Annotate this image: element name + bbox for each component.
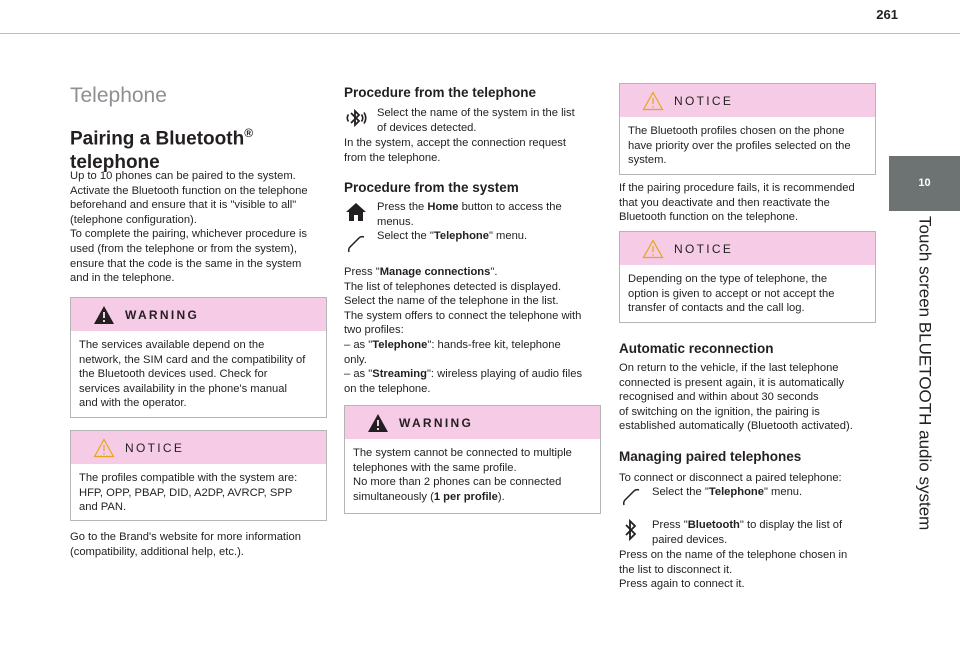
auto-line: connected is present again, it is automatically <box>619 376 845 389</box>
fail-line: that you deactivate and then reactivate the <box>619 196 830 209</box>
top-divider <box>0 33 960 34</box>
warning-line: services availability in the phone's manual <box>79 382 287 395</box>
telephone-handset-icon <box>344 232 368 256</box>
system-line: The list of telephones detected is displayed. <box>344 280 562 293</box>
text-run: Press " <box>652 519 688 531</box>
pairing-fail-text <box>619 181 881 225</box>
pairing-heading-line2: telephone <box>70 152 160 174</box>
chapter-title <box>889 210 960 540</box>
notice-line: transfer of contacts and the call log. <box>628 302 805 315</box>
telephone-profile-label: Telephone <box>372 338 428 351</box>
automatic-reconnection-heading: Automatic reconnection <box>619 341 774 356</box>
home-icon <box>344 200 368 224</box>
notice-line: Depending on the type of telephone, the <box>628 273 828 285</box>
manage-intro: To connect or disconnect a paired telephone: <box>619 472 842 484</box>
notice-line: and PAN. <box>79 501 127 514</box>
notice-line: The profiles compatible with the system are: <box>79 472 298 484</box>
bluetooth-waves-icon <box>344 106 368 130</box>
warning-line: No more than 2 phones can be connected <box>353 476 562 489</box>
footer-line: (compatibility, additional help, etc.). <box>70 545 244 558</box>
intro-line: used (from the telephone or from the system), <box>70 242 297 255</box>
warning-body <box>71 331 326 411</box>
text-run: button to access the <box>458 201 562 213</box>
registered-mark: ® <box>244 126 254 140</box>
page-number: 261 <box>876 7 898 22</box>
home-label: Home <box>427 201 459 213</box>
notice-body <box>620 265 875 316</box>
notice-icon <box>642 239 664 259</box>
system-line: The system offers to connect the telephone with <box>344 309 582 322</box>
notice-title: NOTICE <box>125 440 185 455</box>
auto-text <box>619 361 881 434</box>
telephone-handset-icon <box>619 485 643 509</box>
notice-icon <box>642 91 664 111</box>
profile-streaming-line2: on the telephone. <box>344 382 431 395</box>
text-run: ": hands-free kit, telephone <box>427 338 561 351</box>
footer-line: Go to the Brand's website for more information <box>70 531 301 543</box>
procedure-telephone-heading: Procedure from the telephone <box>344 85 537 100</box>
text-run: " menu. <box>763 486 803 498</box>
notice-line: option is given to accept or not accept the <box>628 287 835 300</box>
select-telephone-line <box>377 229 562 244</box>
intro-line: ensure that the code is the same in the system <box>70 257 302 270</box>
intro-line: Up to 10 phones can be paired to the system. <box>70 170 296 182</box>
notice-box <box>70 430 327 521</box>
intro-line: beforehand and ensure that it is "visible to all" <box>70 199 297 212</box>
home-step-line1 <box>377 200 562 215</box>
manage-connections-label: Manage connections <box>379 266 491 278</box>
text-run: Press " <box>344 266 380 278</box>
manage-line <box>344 265 606 280</box>
profile-telephone-line <box>344 338 606 353</box>
final-line: Press again to connect it. <box>619 578 745 591</box>
warning-line: telephones with the same profile. <box>353 461 517 474</box>
bluetooth-step-text <box>652 518 842 547</box>
profile-telephone-line2: only. <box>344 353 367 366</box>
notice-header <box>620 232 875 265</box>
text-run: Select the " <box>652 486 709 498</box>
profile-streaming-line <box>344 367 606 382</box>
auto-line: established automatically (Bluetooth activated). <box>619 420 853 433</box>
system-line: Select the name of the telephone in the list. <box>344 295 559 308</box>
telephone-label: Telephone <box>708 486 764 498</box>
text-run: " menu. <box>488 230 528 243</box>
warning-line: the Bluetooth devices used. Check for <box>79 368 268 381</box>
text-run: Press the <box>377 201 428 213</box>
warning-line: The services available depend on the <box>79 339 265 351</box>
intro-text <box>70 169 332 286</box>
intro-line: Activate the Bluetooth function on the telephone <box>70 184 308 197</box>
system-line: two profiles: <box>344 324 404 337</box>
notice-box-3 <box>619 83 876 175</box>
auto-line: On return to the vehicle, if the last telephone <box>619 362 839 374</box>
auto-line: of switching on the ignition, the pairing is <box>619 405 820 418</box>
warning-header <box>345 406 600 439</box>
notice-body <box>71 464 326 515</box>
phone-step <box>344 106 575 135</box>
select-telephone-step <box>619 485 802 509</box>
chapter-title-text: Touch screen BLUETOOTH audio system <box>915 216 935 531</box>
intro-line: (telephone configuration). <box>70 213 197 226</box>
text-run: – as " <box>344 368 373 381</box>
procedure-system-heading: Procedure from the system <box>344 180 519 195</box>
text-run: simultaneously ( <box>353 490 434 503</box>
phone-line: from the telephone. <box>344 151 441 164</box>
phone-step-line: of devices detected. <box>377 121 477 134</box>
home-step-line2: menus. <box>377 215 414 228</box>
warning-line: and with the operator. <box>79 397 187 410</box>
intro-line: and in the telephone. <box>70 272 175 285</box>
phone-line: In the system, accept the connection request <box>344 137 567 149</box>
phone-step-text <box>377 106 575 135</box>
bluetooth-step-line1 <box>652 518 842 533</box>
warning-box-2 <box>344 405 601 514</box>
notice-body <box>620 117 875 168</box>
notice-line: system. <box>628 154 667 167</box>
final-line: the list to disconnect it. <box>619 563 733 576</box>
section-title: Telephone <box>70 84 167 107</box>
pairing-heading <box>70 121 253 175</box>
notice-box-4 <box>619 231 876 323</box>
auto-line: recognised and within about 30 seconds <box>619 391 819 404</box>
home-step-text <box>377 200 562 244</box>
streaming-profile-label: Streaming <box>372 368 427 381</box>
text-run: ": wireless playing of audio files <box>426 368 583 381</box>
notice-line: HFP, OPP, PBAP, DID, A2DP, AVRCP, SPP <box>79 486 293 499</box>
bluetooth-icon <box>619 518 643 542</box>
notice-icon <box>93 438 115 458</box>
per-profile-label: 1 per profile <box>433 490 498 503</box>
warning-icon <box>93 305 115 325</box>
bluetooth-label: Bluetooth <box>687 519 740 531</box>
intro-line: To complete the pairing, whichever procedure is <box>70 228 307 241</box>
text-run: – as " <box>344 338 373 351</box>
notice-line: The Bluetooth profiles chosen on the phone <box>628 125 845 137</box>
warning-line <box>353 490 592 505</box>
warning-box <box>70 297 327 418</box>
phone-step-line: Select the name of the system in the list <box>377 107 575 119</box>
telephone-label: Telephone <box>433 230 489 243</box>
warning-title: WARNING <box>125 307 200 322</box>
system-text <box>344 265 606 396</box>
fail-line: If the pairing procedure fails, it is recommended <box>619 182 855 194</box>
notice-header <box>71 431 326 464</box>
warning-body <box>345 439 600 504</box>
text-run: Select the " <box>377 230 434 243</box>
phone-text <box>344 136 606 165</box>
warning-title: WARNING <box>399 415 474 430</box>
managing-paired-heading: Managing paired telephones <box>619 449 802 464</box>
bluetooth-step-line2: paired devices. <box>652 533 728 546</box>
chapter-tab[interactable]: 10 <box>889 156 960 211</box>
bluetooth-step <box>619 518 842 547</box>
pairing-heading-line1: Pairing a Bluetooth <box>70 128 245 150</box>
text-run: " to display the list of <box>739 519 843 531</box>
notice-line: have priority over the profiles selected on the <box>628 139 851 152</box>
final-text <box>619 548 881 592</box>
notice-header <box>620 84 875 117</box>
text-run: ". <box>490 266 498 278</box>
fail-line: Bluetooth function on the telephone. <box>619 211 799 224</box>
warning-line: network, the SIM card and the compatibility of <box>79 353 306 366</box>
warning-line: The system cannot be connected to multiple <box>353 447 572 459</box>
notice-title: NOTICE <box>674 93 734 108</box>
final-line: Press on the name of the telephone chosen in <box>619 549 848 561</box>
warning-header <box>71 298 326 331</box>
notice-title: NOTICE <box>674 241 734 256</box>
text-run: ). <box>497 490 505 503</box>
home-step <box>344 200 562 244</box>
warning-icon <box>367 413 389 433</box>
select-telephone-text <box>652 485 802 509</box>
footer-text <box>70 530 332 559</box>
